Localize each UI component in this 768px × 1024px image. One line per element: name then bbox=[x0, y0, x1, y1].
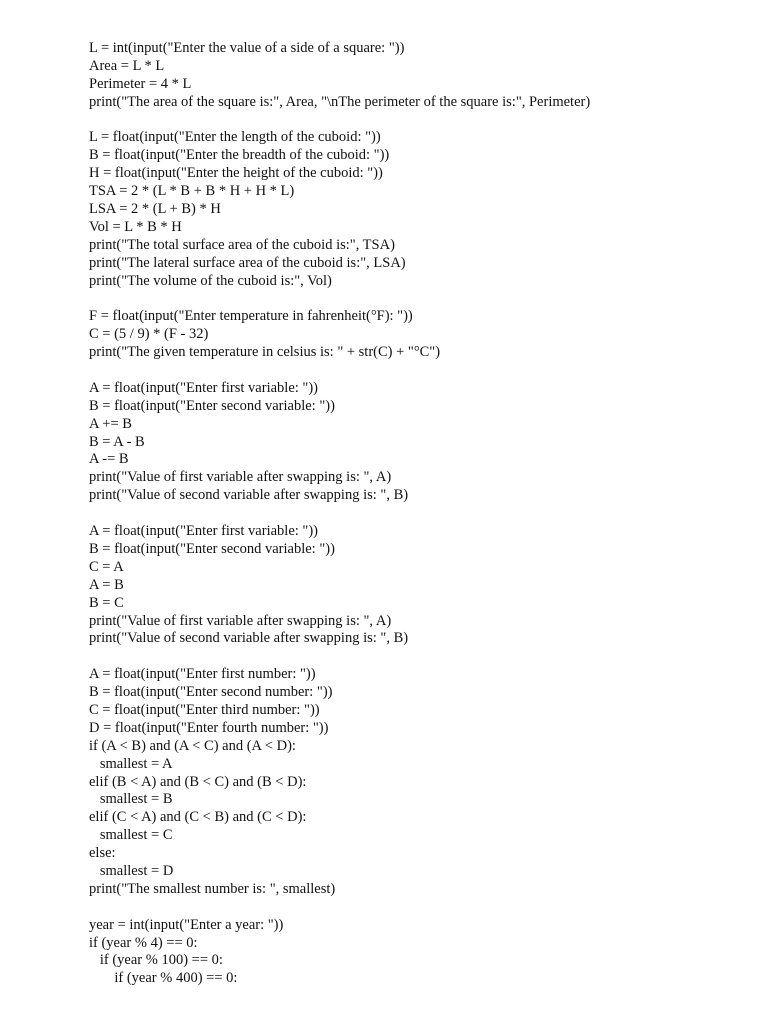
code-line: elif (C < A) and (C < B) and (C < D): bbox=[89, 809, 307, 826]
blank-line bbox=[89, 899, 729, 917]
code-line: print("Value of first variable after swapping is: ", A) bbox=[89, 612, 392, 629]
code-line: B = float(input("Enter second variable: ")) bbox=[89, 540, 335, 557]
code-line: print("The given temperature in celsius is: " + str(C) + "°C") bbox=[89, 344, 441, 361]
code-line: smallest = B bbox=[89, 791, 173, 808]
code-line: B = C bbox=[89, 594, 124, 611]
code-line: print("The area of the square is:", Area, "\nThe perimeter of the square is:", Perimeter) bbox=[89, 93, 591, 110]
code-line: print("Value of first variable after swapping is: ", A) bbox=[89, 469, 392, 486]
blank-line bbox=[89, 505, 729, 523]
code-line: A -= B bbox=[89, 451, 129, 468]
code-line: print("The smallest number is: ", smallest) bbox=[89, 880, 336, 897]
code-line: print("The volume of the cuboid is:", Vol) bbox=[89, 272, 332, 289]
code-line: B = float(input("Enter second variable: ")) bbox=[89, 397, 335, 414]
code-line: F = float(input("Enter temperature in fahrenheit(°F): ")) bbox=[89, 308, 413, 325]
code-line: print("Value of second variable after swapping is: ", B) bbox=[89, 630, 409, 647]
code-line: A = float(input("Enter first variable: ")) bbox=[89, 523, 318, 540]
code-line: C = float(input("Enter third number: ")) bbox=[89, 701, 320, 718]
code-line: B = float(input("Enter the breadth of the cuboid: ")) bbox=[89, 147, 390, 164]
code-line: if (A < B) and (A < C) and (A < D): bbox=[89, 737, 296, 754]
blank-line bbox=[89, 112, 729, 130]
code-line: print("The total surface area of the cuboid is:", TSA) bbox=[89, 236, 395, 253]
code-line: Perimeter = 4 * L bbox=[89, 75, 192, 92]
code-line: elif (B < A) and (B < C) and (B < D): bbox=[89, 773, 307, 790]
code-line: Area = L * L bbox=[89, 57, 165, 74]
code-line: L = float(input("Enter the length of the cuboid: ")) bbox=[89, 129, 381, 146]
blank-line bbox=[89, 648, 729, 666]
code-line: A = float(input("Enter first number: ")) bbox=[89, 666, 316, 683]
code-line: C = (5 / 9) * (F - 32) bbox=[89, 326, 209, 343]
code-line: print("Value of second variable after swapping is: ", B) bbox=[89, 487, 409, 504]
code-line: if (year % 4) == 0: bbox=[89, 934, 198, 951]
code-line: smallest = D bbox=[89, 862, 174, 879]
code-line: D = float(input("Enter fourth number: ")) bbox=[89, 719, 329, 736]
code-line: Vol = L * B * H bbox=[89, 218, 182, 235]
code-line: B = float(input("Enter second number: ")) bbox=[89, 684, 333, 701]
code-line: smallest = A bbox=[89, 755, 173, 772]
code-line: year = int(input("Enter a year: ")) bbox=[89, 916, 284, 933]
code-line: if (year % 100) == 0: bbox=[89, 952, 223, 969]
code-line: B = A - B bbox=[89, 433, 145, 450]
code-line: TSA = 2 * (L * B + B * H + H * L) bbox=[89, 183, 295, 200]
code-line: A = B bbox=[89, 576, 124, 593]
code-line: L = int(input("Enter the value of a side of a square: ")) bbox=[89, 40, 405, 56]
code-line: LSA = 2 * (L + B) * H bbox=[89, 201, 221, 218]
blank-line bbox=[89, 290, 729, 308]
code-line: H = float(input("Enter the height of the cuboid: ")) bbox=[89, 165, 383, 182]
code-listing bbox=[89, 40, 729, 988]
code-line: C = A bbox=[89, 558, 124, 575]
code-line: else: bbox=[89, 845, 116, 862]
code-line: if (year % 400) == 0: bbox=[89, 970, 238, 987]
code-line: print("The lateral surface area of the cuboid is:", LSA) bbox=[89, 254, 406, 271]
code-line: A += B bbox=[89, 415, 132, 432]
code-line: smallest = C bbox=[89, 827, 173, 844]
code-line: A = float(input("Enter first variable: ")) bbox=[89, 379, 318, 396]
blank-line bbox=[89, 362, 729, 380]
